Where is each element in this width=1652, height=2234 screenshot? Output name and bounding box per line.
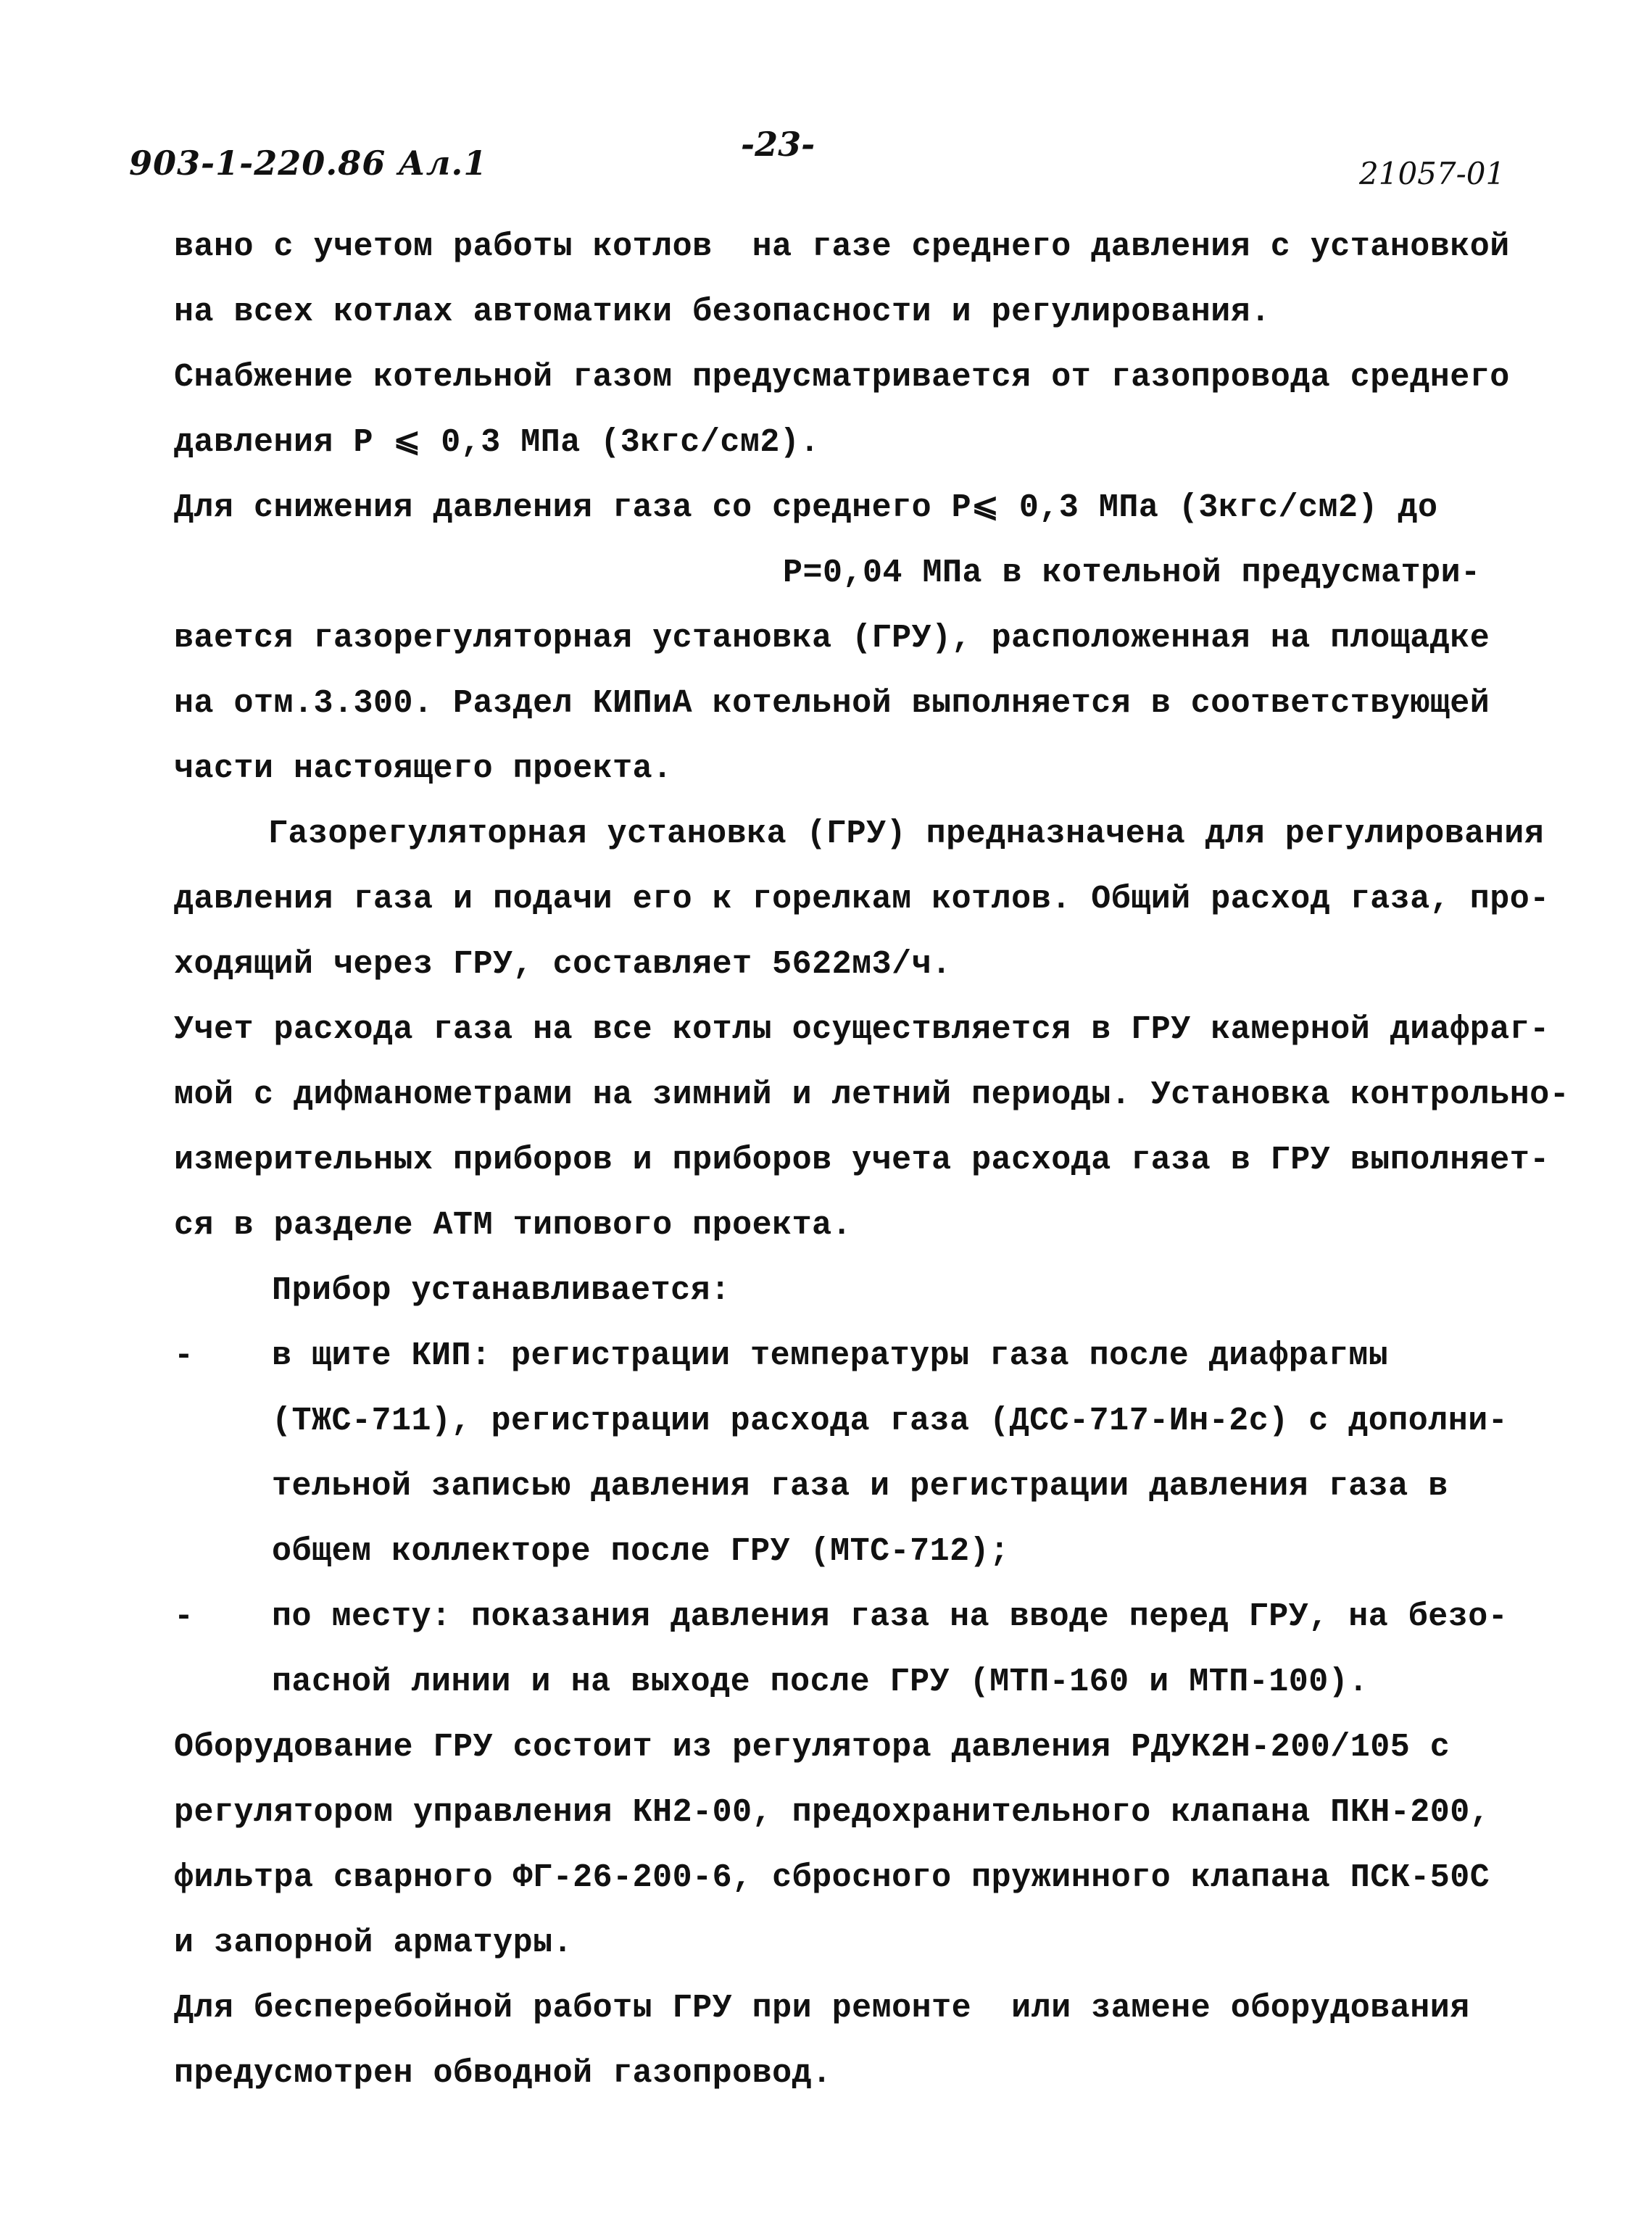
text-line: мой с дифманометрами на зимний и летний периоды. Установка контрольно-	[174, 1076, 1570, 1113]
reference-number: 21057-01	[1359, 156, 1506, 191]
list-item-line: пасной линии и на выходе после ГРУ (МТП-160 и МТП-100).	[272, 1664, 1369, 1701]
text-line: регулятором управления КН2-00, предохранительного клапана ПКН-200,	[174, 1794, 1490, 1831]
list-item-line: по месту: показания давления газа на вводе перед ГРУ, на безо-	[272, 1598, 1508, 1635]
text-line: Р=0,04 МПа в котельной предусматри-	[783, 555, 1481, 591]
list-item-line: тельной записью давления газа и регистрации давления газа в	[272, 1468, 1448, 1505]
text-line: Снабжение котельной газом предусматривается от газопровода среднего	[174, 359, 1510, 396]
page-number: -23-	[741, 125, 815, 164]
list-item-line: в щите КИП: регистрации температуры газа после диафрагмы	[272, 1337, 1389, 1374]
text-line: вается газорегуляторная установка (ГРУ), расположенная на площадке	[174, 620, 1490, 657]
document-code: 903-1-220.86 Ал.1	[129, 144, 488, 183]
text-line: измерительных приборов и приборов учета расхода газа в ГРУ выполняет-	[174, 1142, 1550, 1179]
text-line: давления Р ⩽ 0,3 МПа (3кгс/см2).	[174, 424, 820, 461]
text-line: и запорной арматуры.	[174, 1924, 573, 1961]
list-bullet: -	[174, 1337, 194, 1374]
text-line: Для бесперебойной работы ГРУ при ремонте или замене оборудования	[174, 1990, 1470, 2027]
text-line: давления газа и подачи его к горелкам котлов. Общий расход газа, про-	[174, 881, 1550, 918]
list-item-line: (ТЖС-711), регистрации расхода газа (ДСС-717-Ин-2с) с дополни-	[272, 1403, 1508, 1440]
text-line: вано с учетом работы котлов на газе среднего давления с установкой	[174, 228, 1510, 265]
text-line: части настоящего проекта.	[174, 750, 673, 787]
text-line: Оборудование ГРУ состоит из регулятора давления РДУК2Н-200/105 с	[174, 1729, 1450, 1766]
text-line: ходящий через ГРУ, составляет 5622м3/ч.	[174, 946, 952, 983]
list-bullet: -	[174, 1598, 194, 1635]
text-line: предусмотрен обводной газопровод.	[174, 2055, 832, 2092]
text-line: на отм.3.300. Раздел КИПиА котельной выполняется в соответствующей	[174, 685, 1490, 722]
text-line: Учет расхода газа на все котлы осуществляется в ГРУ камерной диафраг-	[174, 1011, 1550, 1048]
list-item-line: общем коллекторе после ГРУ (МТС-712);	[272, 1533, 1010, 1570]
text-line: Для снижения давления газа со среднего Р⩽ 0,3 МПа (3кгс/см2) до	[174, 489, 1438, 526]
text-line: на всех котлах автоматики безопасности и регулирования.	[174, 294, 1271, 331]
text-line: ся в разделе АТМ типового проекта.	[174, 1207, 852, 1244]
text-line: Прибор устанавливается:	[272, 1272, 731, 1309]
text-line: Газорегуляторная установка (ГРУ) предназначена для регулирования	[268, 815, 1545, 852]
text-line: фильтра сварного ФГ-26-200-6, сбросного пружинного клапана ПСК-50С	[174, 1859, 1490, 1896]
